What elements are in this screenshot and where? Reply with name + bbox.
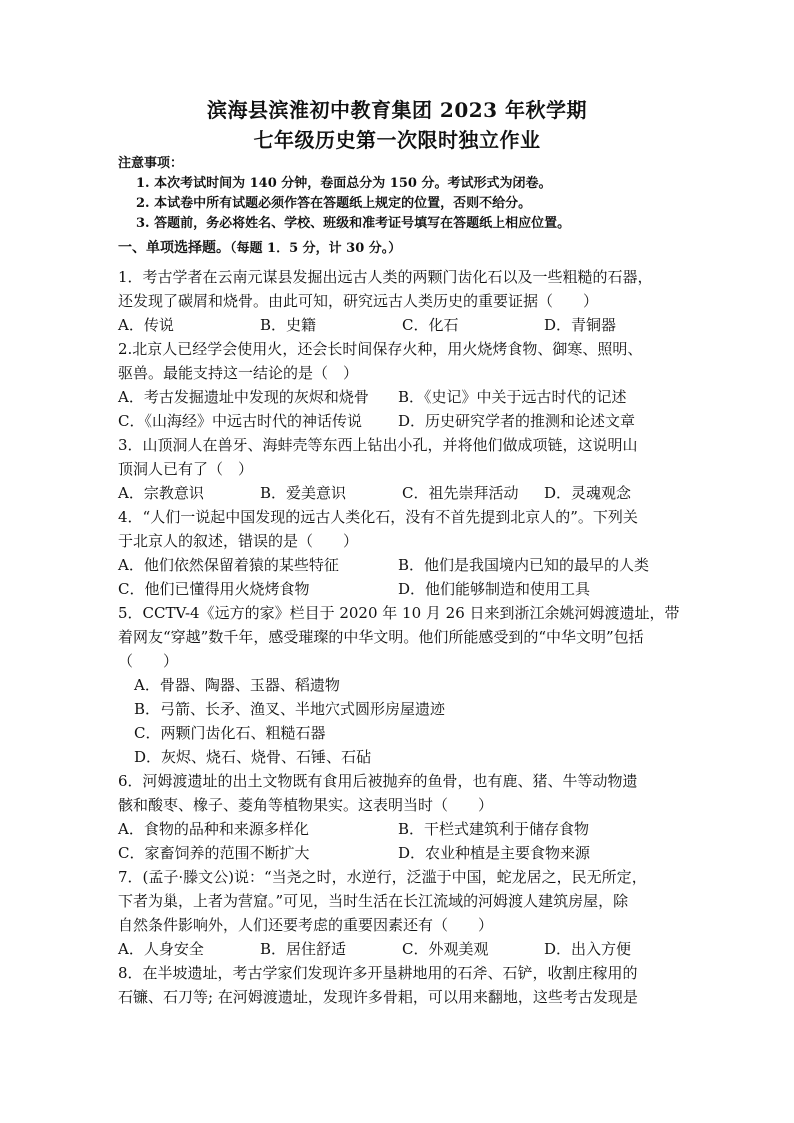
question-stem-line: 顶洞人已有了（ ） [118, 460, 254, 478]
option-d: D．青铜器 [544, 316, 617, 334]
option-c: C．化石 [402, 316, 459, 334]
option-b: B．居住舒适 [260, 940, 347, 958]
question-stem-line: 7．(孟子·滕文公)说：“当尧之时，水逆行，泛滥于中国，蛇龙居之，民无所定， [118, 868, 647, 886]
option-b: B．爱美意识 [260, 484, 347, 502]
section-title: 一、单项选择题。 [118, 240, 230, 256]
question-6 [118, 769, 688, 865]
option-c: C．他们已懂得用火烧烤食物 [118, 580, 310, 598]
option-b: B．他们是我国境内已知的最早的人类 [398, 556, 650, 574]
notes-heading: 注意事项： [118, 156, 184, 171]
note-item: 1. 本次考试时间为 140 分钟，卷面总分为 150 分。考试形式为闭卷。 [136, 176, 552, 191]
question-1 [118, 265, 688, 337]
option-a: A．传说 [118, 316, 174, 334]
option-row [118, 481, 688, 505]
question-stem-line: 6．河姆渡遗址的出土文物既有食用后被抛弃的鱼骨，也有鹿、猪、牛等动物遗 [118, 772, 638, 790]
option-d: D．农业种植是主要食物来源 [398, 844, 591, 862]
question-stem-line: 驱兽。最能支持这一结论的是（ ） [118, 364, 359, 382]
option-d: D．出入方便 [544, 940, 632, 958]
question-stem-line: 1．考古学者在云南元谋县发掘出远古人类的两颗门齿化石以及一些粗糙的石器， [118, 268, 653, 286]
note-item: 3. 答题前，务必将姓名、学校、班级和准考证号填写在答题纸上相应位置。 [136, 216, 571, 231]
note-item: 2. 本试卷中所有试题必须作答在答题纸上规定的位置，否则不给分。 [136, 196, 532, 211]
option-a: A．宗教意识 [118, 484, 204, 502]
questions-body [118, 238, 688, 1009]
question-7 [118, 865, 688, 961]
question-stem-line: 4．“人们一说起中国发现的远古人类化石，没有不首先提到北京人的”。下列关 [118, 508, 638, 526]
section-heading [118, 236, 688, 261]
option-d: D．历史研究学者的推测和论述文章 [398, 412, 636, 430]
question-stem-line: 3．山顶洞人在兽牙、海蚌壳等东西上钻出小孔，并将他们做成项链，这说明山 [118, 436, 638, 454]
option-d: D．他们能够制造和使用工具 [398, 580, 591, 598]
option-a: A．他们依然保留着猿的某些特征 [118, 556, 339, 574]
option-b: B．《史记》中关于远古时代的记述 [398, 388, 627, 406]
question-2 [118, 337, 688, 433]
question-5 [118, 601, 688, 769]
option-a: A．人身安全 [118, 940, 204, 958]
option-row [118, 409, 688, 433]
question-stem-line: 自然条件影响外，人们还要考虑的重要因素还有（ ） [118, 916, 494, 934]
option-row [118, 817, 688, 841]
option-row [118, 577, 688, 601]
question-4 [118, 505, 688, 601]
question-stem-line: 2.北京人已经学会使用火，还会长时间保存火种，用火烧烤食物、御寒、照明、 [118, 340, 643, 358]
question-stem-line: 着网友“穿越”数千年，感受璀璨的中华文明。他们所能感受到的“中华文明”包括 [118, 628, 644, 646]
option-d: D．灰烬、烧石、烧骨、石锤、石砧 [134, 748, 372, 766]
option-row [118, 937, 688, 961]
option-a: A．考古发掘遗址中发现的灰烬和烧骨 [118, 388, 369, 406]
option-c: C．外观美观 [402, 940, 489, 958]
exam-title-line1: 滨海县滨淮初中教育集团 2023 年秋学期 [206, 98, 588, 122]
section-score-note: （每题 1．5 分，计 30 分。） [230, 241, 402, 256]
option-a: A．食物的品种和来源多样化 [118, 820, 309, 838]
question-stem-line: 还发现了碳屑和烧骨。由此可知，研究远古人类历史的重要证据（ ） [118, 292, 599, 310]
question-stem-line: 石镰、石刀等; 在河姆渡遗址，发现许多骨耜，可以用来翻地，这些考古发现是 [118, 988, 638, 1006]
option-row [118, 385, 688, 409]
question-stem-line: 5．CCTV-4《远方的家》栏目于 2020 年 10 月 26 日来到浙江余姚河姆渡遗址，带 [118, 604, 680, 622]
option-c: C．家畜饲养的范围不断扩大 [118, 844, 310, 862]
option-a: A．骨器、陶器、玉器、稻遗物 [134, 676, 340, 694]
option-b: B．史籍 [260, 316, 317, 334]
option-row [118, 553, 688, 577]
question-stem-line: （ ） [118, 652, 179, 670]
question-8 [118, 961, 688, 1009]
question-stem-line: 骸和酸枣、橡子、菱角等植物果实。这表明当时（ ） [118, 796, 494, 814]
option-c: C．祖先崇拜活动 [402, 484, 519, 502]
exam-title-line2: 七年级历史第一次限时独立作业 [253, 128, 541, 152]
option-b: B．弓箭、长矛、渔叉、半地穴式圆形房屋遗迹 [134, 700, 446, 718]
option-row [118, 313, 688, 337]
option-b: B．干栏式建筑利于储存食物 [398, 820, 590, 838]
option-d: D．灵魂观念 [544, 484, 632, 502]
question-stem-line: 8．在半坡遗址，考古学家们发现许多开垦耕地用的石斧、石铲，收割庄稼用的 [118, 964, 638, 982]
question-stem-line: 下者为巢，上者为营窟。”可见，当时生活在长江流域的河姆渡人建筑房屋，除 [118, 892, 629, 910]
option-c: C．《山海经》中远古时代的神话传说 [118, 412, 362, 430]
question-stem-line: 于北京人的叙述，错误的是（ ） [118, 532, 359, 550]
notes-block [118, 154, 718, 234]
option-row [118, 841, 688, 865]
option-c: C．两颗门齿化石、粗糙石器 [134, 724, 326, 742]
question-3 [118, 433, 688, 505]
